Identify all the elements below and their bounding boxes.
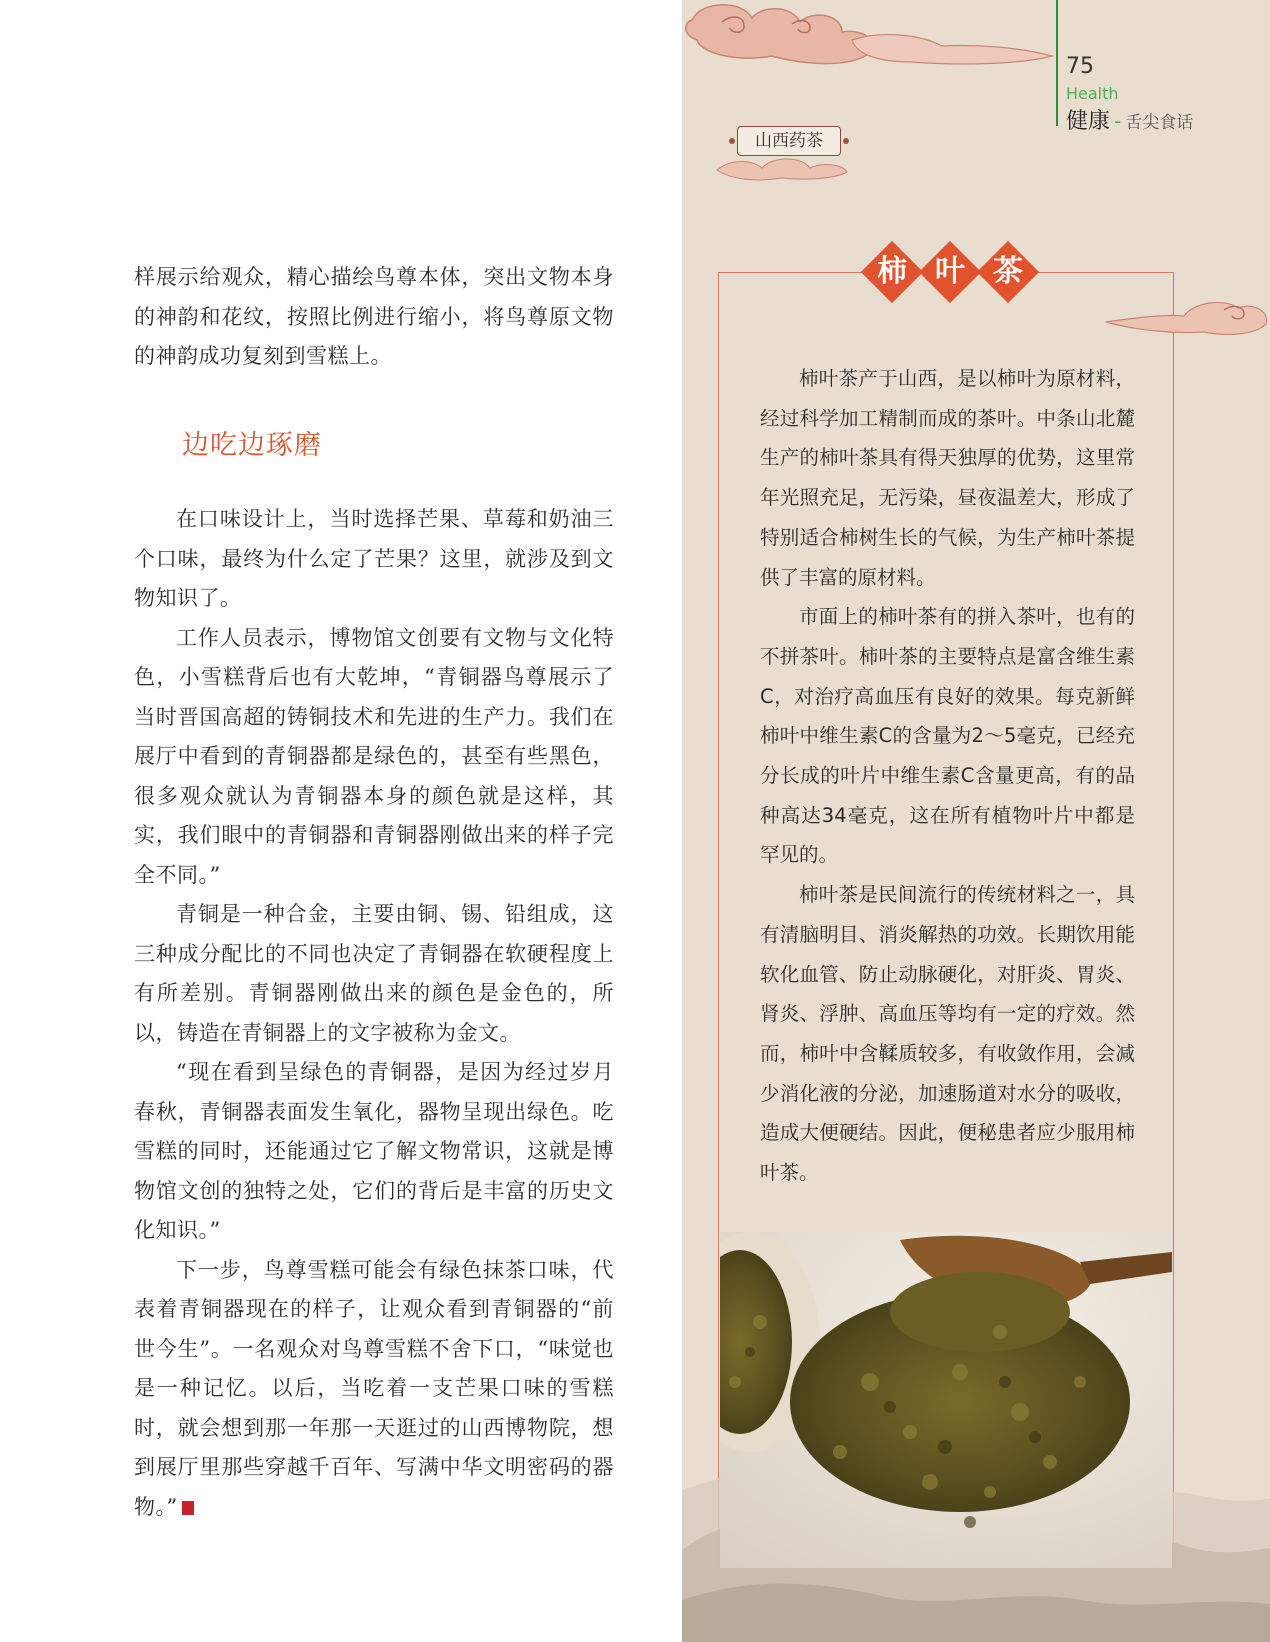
end-mark-icon: S [182, 1501, 194, 1515]
sidebar-paragraph: 柿叶茶是民间流行的传统材料之一，具有清脑明目、消炎解热的功效。长期饮用能软化血管、防止动脉硬化，对肝炎、胃炎、肾炎、浮肿、高血压等均有一定的疗效。然而，柿叶中含鞣质较多，有收敛作用，会减少消化液的分泌，加速肠道对水分的吸收，造成大便硬结。因此，便秘患者应少服用柿叶茶。 [760, 883, 1135, 1185]
article-paragraph-text: 下一步，鸟尊雪糕可能会有绿色抹茶口味，代表着青铜器现在的样子，让观众看到青铜器的“前世今生”。一名观众对鸟尊雪糕不舍下口，“味觉也是一种记忆。以后，当吃着一支芒果口味的雪糕时，就会想到那一年那一天逛过的山西博物院，想到展厅里那些穿越千百年、写满中华文明密码的器物。” [134, 1257, 614, 1519]
title-diamond [860, 240, 924, 304]
title-char: 柿 [877, 254, 907, 289]
title-char: 叶 [935, 254, 965, 289]
article-paragraph: 工作人员表示，博物馆文创要有文物与文化特色，小雪糕背后也有大乾坤，“青铜器鸟尊展示了当时晋国高超的铸铜技术和先进的生产力。我们在展厅中看到的青铜器都是绿色的，甚至有些黑色，很多观众就认为青铜器本身的颜色就是这样，其实，我们眼中的青铜器和青铜器刚做出来的样子完全不同。” [134, 625, 614, 887]
header-health-en: Health [1066, 84, 1119, 103]
section-heading: 边吃边琢磨 [182, 430, 322, 461]
cloud-decoration-top-icon [682, 0, 1062, 80]
header-health-cn: 健康 [1066, 109, 1111, 134]
persimmon-leaf-tea-photo [720, 1232, 1172, 1568]
left-article-body [134, 500, 614, 1527]
title-diamond [918, 240, 982, 304]
article-paragraph: “现在看到呈绿色的青铜器，是因为经过岁月春秋，青铜器表面发生氧化，器物呈现出绿色。吃雪糕的同时，还能通过它了解文物常识，这就是博物馆文创的独特之处，它们的背后是丰富的历史文化知识。” [134, 1060, 614, 1242]
header-rule [1056, 0, 1058, 126]
article-paragraph-last [134, 1251, 614, 1528]
title-char: 茶 [993, 254, 1023, 289]
cloud-decoration-right-icon [1104, 292, 1270, 342]
article-paragraph: 在口味设计上，当时选择芒果、草莓和奶油三个口味，最终为什么定了芒果？这里，就涉及到文物知识了。 [134, 507, 614, 610]
intro-paragraph: 样展示给观众，精心描绘鸟尊本体，突出文物本身的神韵和花纹，按照比例进行缩小，将鸟尊原文物的神韵成功复刻到雪糕上。 [134, 265, 614, 368]
sidebar-paragraph: 柿叶茶产于山西，是以柿叶为原材料，经过科学加工精制而成的茶叶。中条山北麓生产的柿叶茶具有得天独厚的优势，这里常年光照充足，无污染，昼夜温差大，形成了特别适合柿树生长的气候，为生产柿叶茶提供了丰富的原材料。 [760, 367, 1135, 589]
left-intro [134, 258, 614, 377]
article-paragraph: 青铜是一种合金，主要由铜、锡、铅组成，这三种成分配比的不同也决定了青铜器在软硬程度上有所差别。青铜器刚做出来的颜色是金色的，所以，铸造在青铜器上的文字被称为金文。 [134, 902, 614, 1045]
header-column-name: 舌尖食话 [1125, 113, 1194, 133]
sidebar-title [860, 240, 1060, 304]
header-column-title [1066, 104, 1193, 135]
header-separator: - [1114, 109, 1122, 133]
sidebar-body [760, 359, 1135, 1193]
column-tag: 山西药茶 [737, 126, 841, 156]
title-diamond [976, 240, 1040, 304]
sidebar-paragraph: 市面上的柿叶茶有的拼入茶叶，也有的不拼茶叶。柿叶茶的主要特点是富含维生素C，对治疗高血压有良好的效果。每克新鲜柿叶中维生素C的含量为2～5毫克，已经充分长成的叶片中维生素C含量更高，有的品种高达34毫克，这在所有植物叶片中都是罕见的。 [760, 605, 1135, 867]
page-number: 75 [1066, 54, 1094, 79]
